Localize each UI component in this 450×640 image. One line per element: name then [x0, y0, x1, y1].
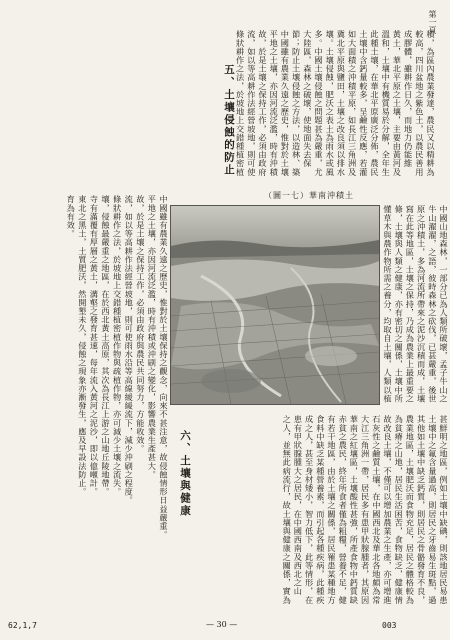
- text-column: 大江三角洲一帶，居民多有患甲狀腺腫者，其原因: [360, 415, 371, 605]
- text-column: 條狀耕作之法，於坡地上交錯種植密植作物與疏植作物，亦可減少土壤之流失。: [112, 195, 123, 496]
- text-column: 流，如以等高耕作法經營坡地，則可使: [246, 30, 257, 177]
- text-column: 成之人，甚至身材矮小，智力低下，此等情形，在: [304, 415, 315, 605]
- text-column: 土壤中之氟含量過高，則居民之牙齒易生斑點，過: [427, 415, 438, 605]
- figure-caption: （圖一七）華南沖積土: [264, 191, 354, 200]
- text-column: 牛山濯濯，之語，彼時森林之砍伐，已甚嚴重，後世: [427, 205, 438, 403]
- text-column: 患有甲狀腺腫大之居民，在中國西南及西北之山: [293, 415, 304, 596]
- text-column: 黃土，華北平原之土壤，主要由黃河及: [392, 30, 403, 177]
- footer-right-code: 003: [382, 621, 397, 630]
- text-column: 懂草木與農作物所需之養分，均取自土壤，人類以植: [383, 205, 393, 403]
- text-column: 壤，侵蝕最嚴重之地區，在於西北黃土高原，其次為長江上游之山地丘陵地帶。: [101, 195, 111, 496]
- text-column: 有若干地區，由於土壤之關係，居民罹患某種地方: [327, 415, 337, 605]
- text-column: 溫和，土壤中有機質易於分解，全年生: [381, 30, 392, 177]
- text-column: 積，為區內農業發達，農民又以精耕為: [426, 30, 436, 177]
- text-column: 冀北平原與鹽田，土壤之改良須以排水: [336, 30, 347, 177]
- text-column: 食料中缺乏某種營養素，而引起各種疾病，此種疾: [315, 415, 326, 605]
- text-column: 壤。土壤侵蝕，肥沃之表土為雨水或風: [325, 30, 336, 177]
- text-column: 節；防止土壤侵蝕之方法，以造林、築: [291, 30, 302, 177]
- text-column: 中國山地森林，一部分已為人類所破壞，孟子牛山之: [439, 205, 449, 403]
- text-column: 較高，四川盆地之紫色土，以農民善用: [414, 30, 425, 177]
- text-column: 甚鮮明之地區，例如土壤中缺碘，則該地居民易患: [439, 415, 449, 605]
- text-column: 育為有效。: [66, 195, 77, 238]
- text-column: 之人，並無此病流行，故土壤與健康之關係，實為: [282, 415, 293, 605]
- text-column: 原之沖積土，多為河流所帶來之泥沙沉積而成，土壤: [416, 205, 427, 403]
- text-column: 華南之紅壤區，土壤酸性甚強，所產食物中鈣質缺: [349, 415, 360, 605]
- footer-left-code: 62,1,7: [8, 621, 37, 630]
- text-column: 赤貧之農民，終年所食者僅為粗糧，營養不足，健: [338, 415, 349, 605]
- alluvial-soil-photo: [170, 205, 380, 405]
- text-column: 條狀耕作之法，於坡地上交錯種植密植: [235, 30, 246, 177]
- section-heading-health: 六、土壤與健康: [179, 430, 191, 518]
- text-column: 其他如土壤中缺乏鈣質，則居民之骨骼發育不良，: [416, 415, 427, 605]
- text-column: 故改良土壤，不僅可以增加農業之生產，亦可增進: [383, 415, 393, 605]
- text-column: 多。中國土壤侵蝕之問題甚為嚴重，尤: [314, 30, 324, 177]
- text-column: 平地之土壤，亦因河流泛濫，時有沖積: [269, 30, 280, 177]
- text-column: 平地之土壤，亦因河流泛濫，時有沖積或沖刷之變化，影響農業生產甚大。: [147, 195, 158, 479]
- text-column: 寺有滿覆有厚層之黃土，溝壑之發育甚速，每年流入黃河之泥沙，即以億噸計。: [89, 195, 100, 496]
- text-column: 為貧瘠之山地，居民生活困苦，食物缺乏，健康情: [394, 415, 405, 605]
- text-column: 寫在此等地區，土壤之保持，乃成為農業上最重要之: [405, 205, 416, 403]
- text-column: 大陸區，森林之破壞，使地面失去保: [302, 30, 313, 168]
- text-column: 中國雖有農業久遠之歷史，惟對於土壤: [280, 30, 291, 177]
- text-column: 條，土壤與人類之健康，亦有密切之關係，土壤中所: [394, 205, 405, 403]
- side-mark: 第一頁: [428, 10, 437, 34]
- text-column: 中國雖有農業久遠之歷史，惟對於土壤保持之觀念，向來不甚注意，故侵蝕情形日益嚴重。: [159, 195, 169, 539]
- text-column: 成膠體，雖耕作日久，而地力仍能維: [403, 30, 414, 168]
- text-column: 東北之黑土，土質肥沃，然開墾未久，侵蝕之現象亦漸發生，應及早設法防止。: [77, 195, 88, 496]
- text-column: 如大面積之沖積平原，如長江三角洲及: [347, 30, 358, 177]
- text-column: 流，如以等高耕作法經營坡地，則可使雨水沿等高線緩緩流下，減少沖刷之程度。: [124, 195, 135, 505]
- text-column: 石灰性之鹼質土壤，在中國西北及華北各地頗為常: [371, 415, 382, 605]
- section-heading-erosion: 五、土壤侵蝕的防止: [223, 64, 235, 177]
- text-column: 土壤中含鈣量較多，呈鹼性反應，若灌: [358, 30, 369, 177]
- text-column: 故，於是土壤之保持工作，必須由政府與農民共同努力，方能收效。: [135, 195, 146, 453]
- page-number: — 30 —: [206, 620, 238, 629]
- text-column: 此種土壤，在華北平原廣泛分佈，農民: [370, 30, 380, 177]
- text-column: 故，於是土壤之保持工作，必須由政府: [258, 30, 268, 177]
- text-column: 農業地區，土壤肥沃而食物充足，居民之體格較為: [405, 415, 416, 605]
